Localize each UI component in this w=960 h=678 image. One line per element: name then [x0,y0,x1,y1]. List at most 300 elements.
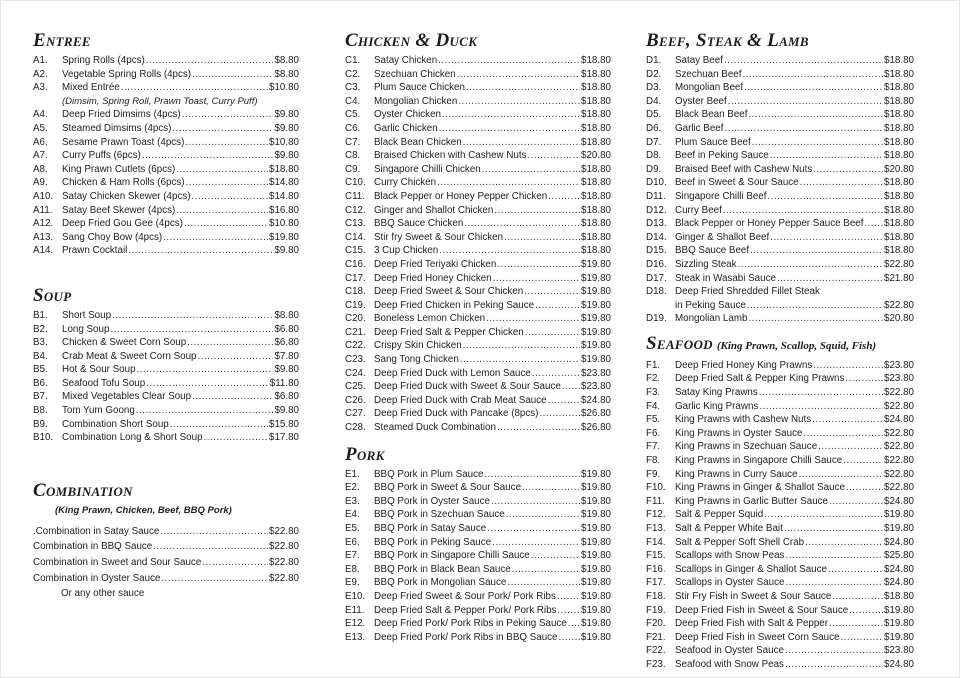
item-code: D5. [646,109,662,121]
menu-item [33,122,299,136]
menu-item [646,454,914,468]
item-code: F7. [646,441,661,453]
item-name: Deep Fried Duck with Pancake (8pcs) [374,408,539,420]
item-code: F3. [646,387,661,399]
item-price: $20.80 [884,313,914,325]
section-title [646,332,914,358]
menu-item [345,149,611,163]
dot-leader [562,380,580,394]
dot-leader [524,285,580,299]
item-name: Black Pepper or Honey Pepper Chicken [374,190,548,202]
dot-leader [799,468,884,482]
dot-leader [163,231,268,245]
menu-item [345,604,611,618]
menu-item [646,468,914,482]
item-name: Deep Fried Pork/ Pork Ribs in BBQ Sauce [374,631,558,643]
section-title-text: Seafood [646,332,713,354]
item-price: $9.80 [274,245,299,257]
item-price: $24.80 [884,577,914,589]
item-code: F20. [646,618,666,630]
item-name: Deep Fried Salt & Pepper Pork/ Pork Ribs [374,604,557,616]
item-price: $19.80 [884,604,914,616]
item-price: $24.80 [884,658,914,670]
menu-item [646,68,914,82]
item-name: Deep Fried Salt & Pepper Chicken [374,326,524,338]
item-code: C19. [345,299,366,311]
dot-leader [184,217,268,231]
dot-leader [785,644,883,658]
dot-leader [176,204,268,218]
item-name: King Prawns in Singapore Chilli Sauce [675,455,843,467]
dot-leader [491,495,580,509]
dot-leader [484,468,580,482]
item-name: Satay Beef Skewer (4pcs) [62,204,176,216]
item-name-continued: in Peking Sauce [675,299,746,311]
item-price: $8.80 [274,68,299,80]
item-code: C24. [345,367,366,379]
dot-leader [442,108,580,122]
item-price: $19.80 [884,523,914,534]
dot-leader [466,81,580,95]
item-name: Steamed Dimsims (4pcs) [62,122,172,134]
item-code: C9. [345,163,361,175]
item-name: Black Bean Chicken [374,136,462,148]
item-code: F4. [646,400,661,412]
item-name: BBQ Pork in Plum Sauce [374,468,484,480]
item-price: $18.80 [581,163,611,175]
dot-leader [202,555,268,571]
item-price: $24.80 [884,536,914,548]
item-name: Sizzling Steak [675,258,737,270]
item-code: F19. [646,604,666,616]
item-price: $18.80 [884,190,914,202]
item-code: C28. [345,422,366,434]
item-name: Spring Rolls (4pcs) [62,55,145,66]
dot-leader [506,508,580,522]
dot-leader [170,418,268,432]
menu-item [646,631,914,645]
item-price: $22.80 [269,541,299,553]
item-code: C11. [345,190,365,202]
item-name: Short Soup [62,309,112,321]
item-name: Satay Chicken Skewer (4pcs) [62,190,191,202]
item-code: A5. [33,122,48,134]
item-name: Salt & Pepper Squid [675,509,764,521]
item-name: BBQ Pork in Oyster Sauce [374,495,490,507]
dot-leader [864,217,883,231]
item-name: Salt & Pepper Soft Shell Crab [675,536,805,548]
item-code: E3. [345,495,360,507]
item-price: $19.80 [581,563,611,575]
item-price: $22.80 [884,400,914,412]
menu-item [345,81,611,95]
item-note: (Dimsim, Spring Roll, Prawn Toast, Curry Puff) [62,95,258,107]
item-name: Deep Fried Fish in Sweet & Sour Sauce [675,604,849,616]
dot-leader [557,590,580,604]
menu-item [345,108,611,122]
item-name: Combination in BBQ Sauce [33,541,153,553]
dot-leader [744,81,883,95]
item-name: Deep Fried Shredded Fillet Steak [675,286,820,298]
item-code: E8. [345,563,360,575]
item-name: Deep Fried Sweet & Sour Pork/ Pork Ribs [374,590,556,602]
item-code: B7. [33,391,48,403]
item-code: D8. [646,150,662,162]
menu-list [33,54,299,258]
item-price: $19.80 [581,482,611,494]
item-code: C8. [345,150,361,162]
item-code: B6. [33,377,48,389]
menu-item [345,244,611,258]
item-price: $19.80 [884,618,914,630]
item-price: $18.80 [884,590,914,602]
menu-item [33,418,299,432]
item-code: A12. [33,218,54,230]
item-name: BBQ Sauce Beef [675,245,750,257]
menu-item [345,122,611,136]
item-price: $19.80 [581,299,611,311]
dot-leader [438,54,580,68]
item-code: F1. [646,359,661,371]
item-code: D11. [646,190,666,202]
item-code: E2. [345,482,360,494]
item-code: C20. [345,313,366,325]
menu-item [345,163,611,177]
menu-item [345,95,611,109]
item-price: $20.80 [581,150,611,162]
menu-item [345,353,611,367]
item-price: $7.80 [274,350,299,362]
dot-leader [752,136,883,150]
item-code: E11. [345,604,365,616]
dot-leader [512,563,580,577]
item-name: Curry Puffs (6pcs) [62,150,141,162]
menu-item-continued [646,299,914,313]
item-name: Sesame Prawn Toast (4pcs) [62,136,185,148]
item-name: Scallops in Oyster Sauce [675,577,785,589]
menu-item [345,590,611,604]
menu-item [646,285,914,299]
item-price: $18.80 [884,136,914,148]
dot-leader [724,54,883,68]
menu-item [345,176,611,190]
item-name: BBQ Pork in Mongolian Sauce [374,577,507,589]
menu-item [345,536,611,550]
item-price: $15.80 [269,418,299,430]
menu-item [646,258,914,272]
menu-item [33,539,299,555]
item-price: $9.80 [274,364,299,376]
item-name: Garlic King Prawns [675,400,759,412]
item-code: D2. [646,68,662,80]
column-middle [345,29,611,644]
dot-leader [110,323,273,337]
item-name: King Prawn Cutlets (6pcs) [62,163,176,175]
section-combination [33,479,299,602]
dot-leader [457,68,580,82]
item-price: $18.80 [884,109,914,121]
item-name: Singapore Chilli Beef [675,190,767,202]
item-code: D16. [646,258,667,270]
menu-item [33,350,299,364]
item-name: Oyster Chicken [374,109,441,121]
item-code: A10. [33,190,54,202]
item-price: $19.80 [884,631,914,643]
item-name: Black Pepper or Honey Pepper Sauce Beef [675,218,864,230]
item-code: F13. [646,523,666,534]
item-name: Crab Meat & Sweet Corn Soup [62,350,197,362]
menu-item [345,68,611,82]
dot-leader [176,163,268,177]
item-price: $9.80 [274,150,299,162]
item-name: Satay King Prawns [675,387,758,399]
item-code: D14. [646,231,667,243]
menu-item [33,176,299,190]
item-name: King Prawns with Cashew Nuts [675,414,812,426]
item-name: Satay Beef [675,55,723,66]
dot-leader [487,522,580,536]
dot-leader [204,431,269,445]
dot-leader [784,522,883,536]
item-name: Braised Chicken with Cashew Nuts [374,150,527,162]
item-name: Szechuan Beef [675,68,742,80]
item-price: $24.80 [884,414,914,426]
item-code: C12. [345,204,366,216]
item-code: D18. [646,286,667,298]
item-name: BBQ Pork in Satay Sauce [374,523,487,534]
item-name: King Prawns in Curry Sauce [675,468,798,480]
item-code: A8. [33,163,48,175]
menu-item [33,190,299,204]
item-price: $10.80 [269,82,299,94]
item-price: $23.80 [884,359,914,371]
dot-leader [829,617,883,631]
item-code: B9. [33,418,48,430]
item-code: F9. [646,468,661,480]
item-price: $22.80 [884,258,914,270]
menu-item [33,54,299,68]
item-price: $19.80 [581,272,611,284]
item-name: Combination Short Soup [62,418,169,430]
dot-leader [557,604,580,618]
dot-leader [527,149,580,163]
item-name: Combination Long & Short Soup [62,432,203,444]
item-name: Braised Beef with Cashew Nuts [675,163,813,175]
menu-item [646,508,914,522]
dot-leader [486,312,580,326]
menu-item [33,81,299,95]
item-price: $18.80 [581,231,611,243]
item-price: $6.80 [274,337,299,349]
item-price: $18.80 [884,218,914,230]
item-code: D15. [646,245,667,257]
item-code: C1. [345,55,361,66]
item-price: $18.80 [581,55,611,66]
item-name: BBQ Pork in Peking Sauce [374,536,492,548]
item-price: $18.80 [581,68,611,80]
item-price: $22.80 [269,525,299,537]
item-name: Sang Tong Chicken [374,354,459,366]
item-name: 3 Cup Chicken [374,245,439,257]
menu-item [646,190,914,204]
item-name: Ginger & Shallot Beef [675,231,770,243]
dot-leader [112,309,273,323]
dot-leader [439,244,580,258]
menu-list [345,468,611,645]
menu-item [646,231,914,245]
item-code: F22. [646,645,666,657]
menu-list [33,309,299,445]
menu-item [33,163,299,177]
menu-item [345,231,611,245]
menu-item [345,326,611,340]
menu-item [345,312,611,326]
dot-leader [724,122,883,136]
item-price: $14.80 [269,190,299,202]
menu-item [33,323,299,337]
dot-leader [463,136,580,150]
item-code: F2. [646,373,661,385]
dot-leader [128,244,273,258]
item-code: D7. [646,136,662,148]
item-code: C17. [345,272,366,284]
item-price: $19.80 [581,509,611,521]
item-name: Beef in Peking Sauce [675,150,769,162]
item-name: Deep Fried Pork/ Pork Ribs in Peking Sauce [374,618,567,630]
dot-leader [785,576,883,590]
dot-leader [770,149,883,163]
menu-item [646,413,914,427]
section-chicken-duck [345,29,611,435]
menu-item [646,81,914,95]
menu-item [345,204,611,218]
menu-item [345,549,611,563]
item-code: A6. [33,136,48,148]
item-price: $18.80 [581,82,611,94]
dot-leader [458,95,580,109]
dot-leader [494,204,580,218]
item-code: A7. [33,150,48,162]
menu-item [345,481,611,495]
item-price: $18.80 [581,245,611,257]
dot-leader [507,576,580,590]
item-price: $18.80 [884,231,914,243]
dot-leader [812,413,883,427]
menu-item [345,394,611,408]
item-code: A14. [33,245,54,257]
dot-leader [805,536,883,550]
section-seafood [646,332,914,672]
item-name: Satay Chicken [374,55,438,66]
menu-item [33,217,299,231]
item-name: Deep Fried Fish with Salt & Pepper [675,618,829,630]
item-price: $19.80 [581,631,611,643]
menu-item [33,108,299,122]
dot-leader [146,54,274,68]
item-price: $18.80 [884,55,914,66]
item-code: C2. [345,68,361,80]
item-name: Black Bean Beef [675,109,748,121]
item-code: D4. [646,95,662,107]
menu-item [646,386,914,400]
item-code: D19. [646,313,667,325]
item-code: F12. [646,509,666,521]
menu-item [646,495,914,509]
item-code: E9. [345,577,360,589]
menu-item [345,339,611,353]
item-name: Stir Fry Fish in Sweet & Sour Sauce [675,590,832,602]
menu-item [33,404,299,418]
item-name: Mongolian Chicken [374,95,458,107]
dot-leader [497,421,580,435]
item-code: A4. [33,109,48,121]
item-price: $19.80 [581,468,611,480]
item-name: Deep Fried Honey Chicken [374,272,492,284]
item-name: Deep Fried Salt & Pepper King Prawns [675,373,845,385]
item-name: Plum Sauce Chicken [374,82,465,94]
menu-item [345,190,611,204]
dot-leader [750,244,883,258]
item-name: Deep Fried Teriyaki Chicken [374,258,497,270]
dot-leader [759,400,883,414]
dot-leader [764,508,883,522]
dot-leader [492,536,580,550]
section-title: Pork [345,443,385,465]
dot-leader [846,481,883,495]
section-subtitle: (King Prawn, Chicken, Beef, BBQ Pork) [55,504,232,516]
dot-leader [153,539,268,555]
item-price: $18.80 [884,150,914,162]
dot-leader [463,339,580,353]
item-code: D12. [646,204,667,216]
item-price: $19.80 [581,577,611,589]
item-name: Boneless Lemon Chicken [374,313,486,325]
dot-leader [535,299,580,313]
item-code: F23. [646,658,666,670]
dot-leader [497,258,580,272]
item-price: $19.80 [581,495,611,507]
item-name: Vegetable Spring Rolls (4pcs) [62,68,192,80]
dot-leader [742,68,883,82]
menu-item [646,95,914,109]
item-name: Deep Fried Duck with Sweet & Sour Sauce [374,381,561,393]
item-code: C23. [345,354,366,366]
item-code: C21. [345,326,366,338]
item-name: King Prawns in Szechuan Sauce [675,441,818,453]
item-code: C4. [345,95,361,107]
dot-leader [137,363,274,377]
dot-leader [460,353,580,367]
item-price: $18.80 [884,245,914,257]
menu-item [345,272,611,286]
dot-leader [548,190,580,204]
item-price: $18.80 [581,109,611,121]
item-name: Combination in Oyster Sauce [33,572,161,584]
dot-leader [192,190,269,204]
item-code: A3. [33,82,48,94]
dot-leader [829,495,883,509]
item-price: $9.80 [274,122,299,134]
menu-item [33,431,299,445]
menu-item [33,68,299,82]
item-code: C5. [345,109,361,121]
item-price: $26.80 [581,408,611,420]
menu-item [646,427,914,441]
item-price: $8.80 [274,55,299,66]
dot-leader [559,631,581,645]
dot-leader [828,563,883,577]
item-price: $23.80 [884,373,914,385]
